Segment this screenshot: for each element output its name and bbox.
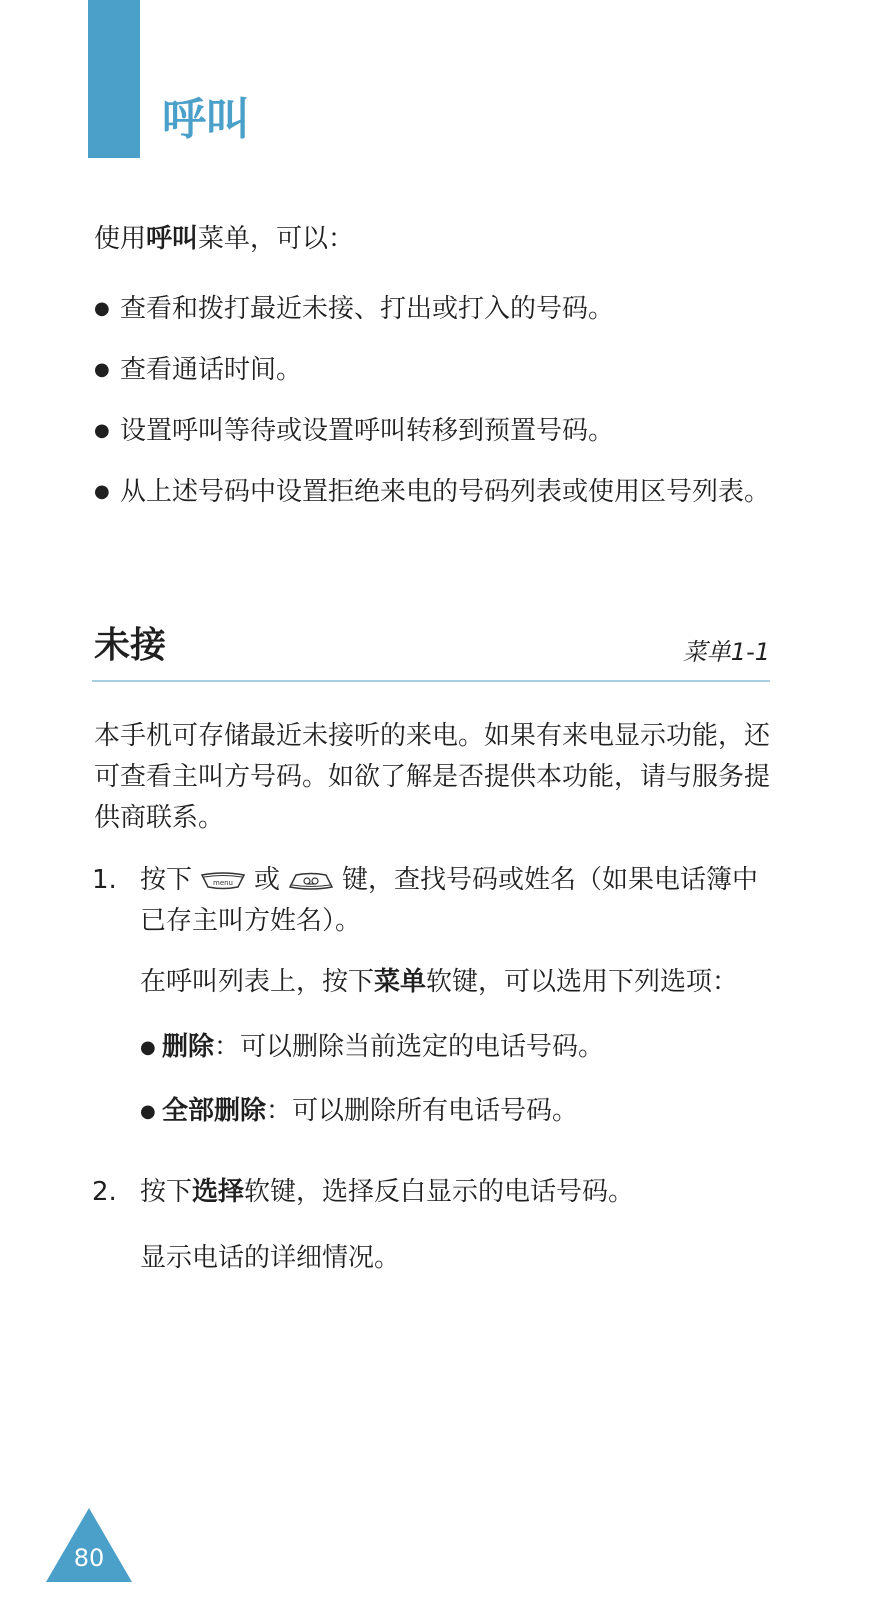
chapter-tab-bar: [88, 0, 140, 158]
note-pre: 在呼叫列表上，按下: [140, 967, 375, 997]
option-item: [140, 1091, 802, 1132]
list-item: ● 查看通话时间。: [94, 349, 774, 391]
intro-bold: 呼叫: [146, 224, 199, 254]
option-desc: ：可以删除当前选定的电话号码。: [214, 1032, 605, 1062]
menu-reference: 菜单1-1: [682, 638, 770, 666]
step2-pre: 按下: [140, 1177, 193, 1207]
svg-text:menu: menu: [213, 878, 234, 887]
list-item: ● 查看和拨打最近未接、打出或打入的号码。: [94, 288, 774, 330]
step2-note: 显示电话的详细情况。: [140, 1243, 401, 1273]
section-divider: [92, 680, 770, 682]
option-desc: ：可以删除所有电话号码。: [266, 1096, 579, 1126]
step1-post: 键，查找号码或姓名（如果电话簿中已存主叫方姓名）。: [140, 865, 759, 936]
step1-note: [140, 962, 780, 1003]
menu-key-icon: [200, 870, 246, 892]
option-name: 全部删除: [162, 1096, 267, 1126]
step1-pre: 按下: [140, 865, 193, 895]
step-number: 2.: [92, 1177, 117, 1207]
section-title: 未接: [94, 625, 167, 666]
note-post: 软键，可以选用下列选项：: [426, 967, 739, 997]
list-item: ● 从上述号码中设置拒绝来电的号码列表或使用区号列表。: [94, 471, 774, 513]
intro-pre: 使用: [94, 224, 147, 254]
step1-or: 或: [254, 865, 281, 895]
chapter-title: 呼叫: [162, 94, 250, 145]
step-text: [140, 860, 780, 942]
voicemail-key-icon: [288, 870, 334, 892]
section-description: 本手机可存储最近未接听的来电。如果有来电显示功能，还可查看主叫方号码。如欲了解是否提供本功能，请与服务提供商联系。: [94, 721, 771, 833]
note-bold: 菜单: [374, 967, 427, 997]
page-number: 80: [73, 1544, 105, 1572]
intro-text: [94, 226, 354, 252]
step2-post: 软键，选择反白显示的电话号码。: [244, 1177, 635, 1207]
step-text: [140, 1172, 780, 1213]
list-item: ● 设置呼叫等待或设置呼叫转移到预置号码。: [94, 410, 774, 452]
feature-list: [94, 288, 774, 532]
option-name: 删除: [162, 1032, 215, 1062]
step-number: 1.: [92, 865, 117, 895]
option-item: [140, 1027, 802, 1068]
intro-post: 菜单，可以：: [198, 224, 355, 254]
step2-bold: 选择: [192, 1177, 245, 1207]
